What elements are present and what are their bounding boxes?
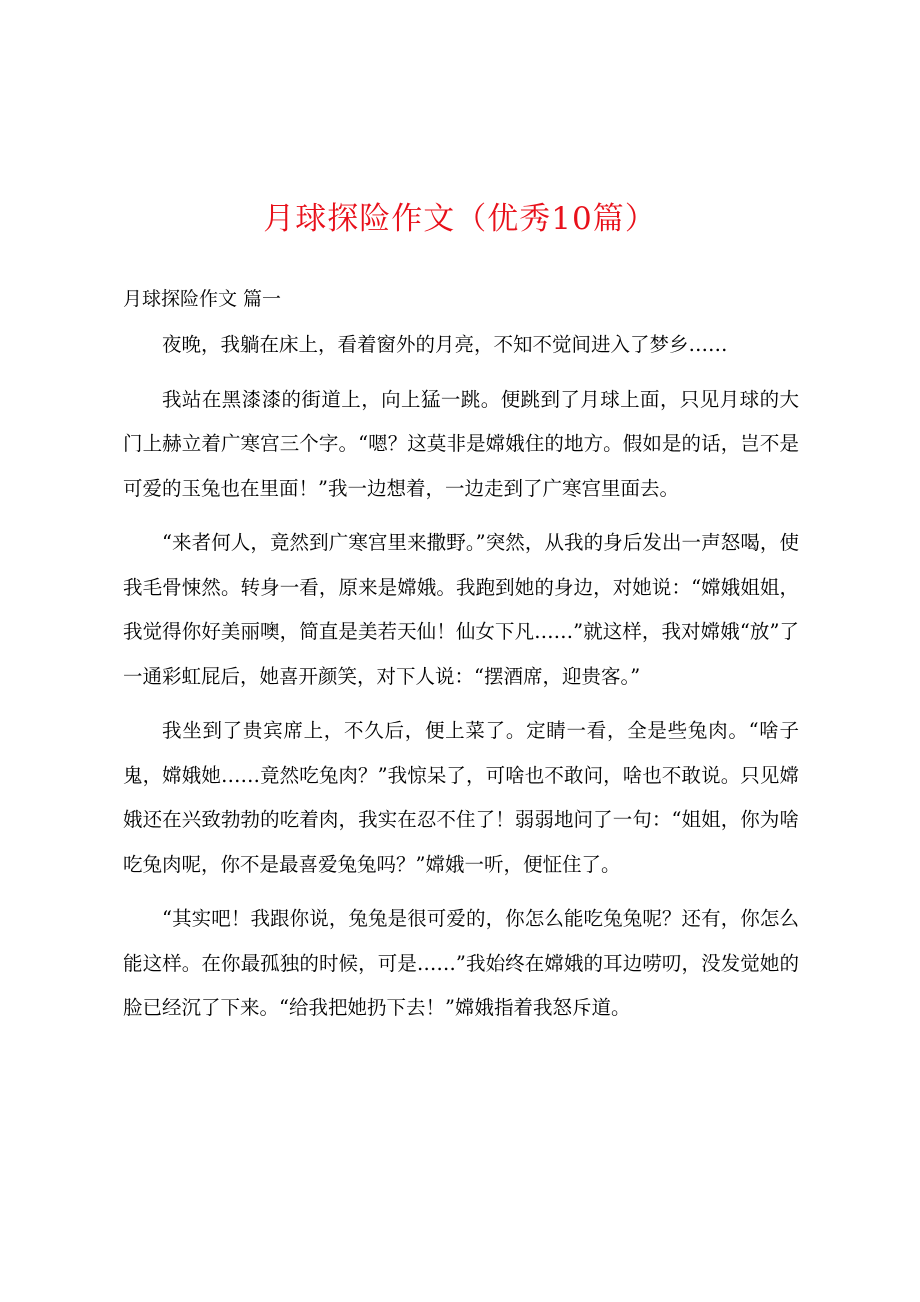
paragraph-2: 我站在黑漆漆的街道上，向上猛一跳。便跳到了月球上面，只见月球的大门上赫立着广寒宫三个字。“嗯？这莫非是嫦娥住的地方。假如是的话，岂不是可爱的玉兔也在里面！”我一边想着，一边走到了广寒宫里面去。: [123, 387, 799, 500]
paragraph-4: 我坐到了贵宾席上，不久后，便上菜了。定睛一看，全是些兔肉。“啥子鬼，嫦娥她……竟然吃兔肉？”我惊呆了，可啥也不敢问，啥也不敢说。只见嫦娥还在兴致勃勃的吃着肉，我实在忍不住了！弱弱地问了一句：“姐姐，你为啥吃兔肉呢，你不是最喜爱兔兔吗？”嫦娥一听，便怔住了。: [123, 719, 799, 876]
paragraph-1: 夜晚，我躺在床上，看着窗外的月亮，不知不觉间进入了梦乡……: [162, 333, 728, 356]
section-heading: 月球探险作文 篇一: [123, 288, 282, 310]
document-title: 月球探险作文（优秀10篇）: [263, 201, 657, 237]
paragraph-3: “来者何人，竟然到广寒宫里来撒野。”突然，从我的身后发出一声怒喝，使我毛骨悚然。转身一看，原来是嫦娥。我跑到她的身边，对她说：“嫦娥姐姐，我觉得你好美丽噢，简直是美若天仙！仙女下凡……”就这样，我对嫦娥“放”了一通彩虹屁后，她喜开颜笑，对下人说：“摆酒席，迎贵客。”: [123, 531, 799, 688]
essay-body: [123, 323, 799, 1041]
paragraph-5: “其实吧！我跟你说，兔兔是很可爱的，你怎么能吃兔兔呢？还有，你怎么能这样。在你最孤独的时候，可是……”我始终在嫦娥的耳边唠叨，没发觉她的脸已经沉了下来。“给我把她扔下去！”嫦娥指着我怒斥道。: [123, 907, 799, 1019]
